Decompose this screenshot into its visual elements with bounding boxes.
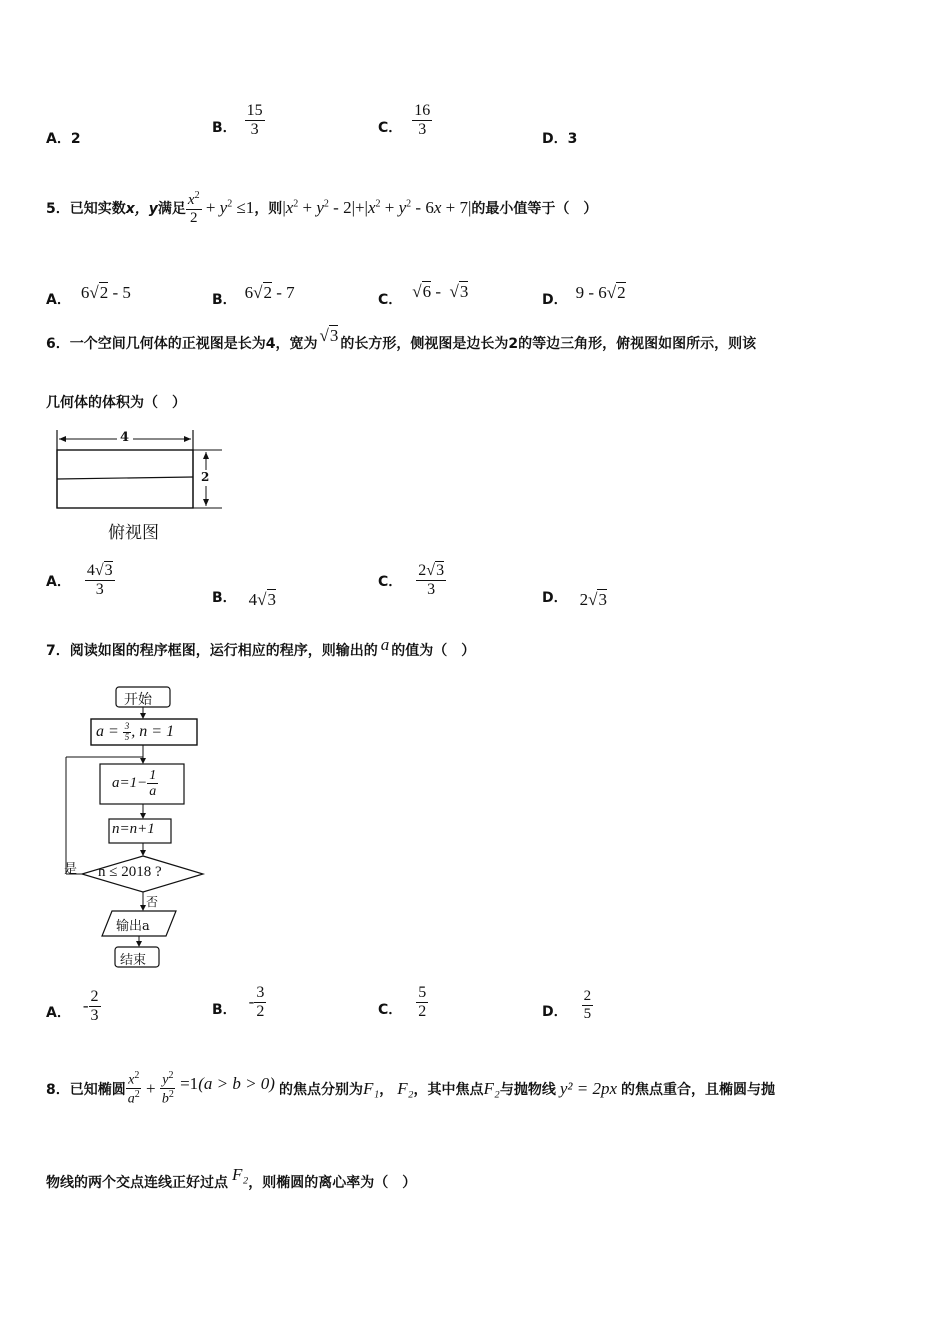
- fraction: $\frac{15}{3}$: [246, 102, 263, 138]
- figure-caption: 俯视图: [108, 523, 159, 543]
- ellipse-formula: $\frac{x^2}{a^2}$ + $\frac{y^2}{b^2}$ =1 (a > b > 0): [127, 1070, 275, 1107]
- option-value: 6√2 - 7: [244, 283, 295, 302]
- q6-stem-line2: 几何体的体积为（ ）: [46, 395, 186, 411]
- q6-stem-line1: 6．一个空间几何体的正视图是长为4，宽为 √3 的长方形，侧视图是边长为2的等边三角形，俯视图如图所示，则该: [46, 326, 757, 352]
- option-label: D．: [542, 1004, 568, 1020]
- option-label: C．: [378, 574, 403, 591]
- q5-stem: 5．已知实数 x，y 满足 $\frac{x^2}{2}$ + $y^2 \le 1$ ，则 $|x^2 + y^2 - 2|+|x^2 + y^2 - 6x + 7|$ 的最小值等于（ ）: [46, 190, 598, 226]
- flow-yes-label: 是: [64, 862, 78, 877]
- option-label: C．: [378, 1002, 403, 1019]
- q4-option-d: [542, 128, 577, 148]
- q4-option-c: [378, 102, 432, 138]
- q7-option-c: C． $\frac{5}{2}$: [378, 984, 427, 1020]
- option-value: 3: [567, 131, 578, 147]
- q6-option-a: A． $\frac{4√3}{3}$: [46, 562, 113, 598]
- objective-formula: $|x^2 + y^2 - 2|+|x^2 + y^2 - 6x + 7|$: [282, 198, 472, 217]
- option-value: 2: [70, 131, 81, 147]
- height-label: 2: [201, 470, 210, 484]
- flow-step2: n=n+1: [112, 821, 155, 837]
- option-value: √6 - √3: [412, 282, 469, 301]
- option-label: C．: [378, 292, 403, 308]
- option-label: D．: [542, 292, 568, 308]
- option-value: 4√3: [248, 590, 277, 609]
- top-view-figure: [50, 428, 230, 548]
- option-value: 6√2 - 5: [80, 283, 131, 302]
- q6-option-d: [542, 584, 607, 610]
- q4-option-b: [212, 102, 265, 138]
- width-label: 4: [120, 430, 130, 445]
- q6-option-b: [212, 584, 276, 610]
- option-label: D．: [542, 590, 568, 606]
- q7-option-a: A． - $\frac{2}{3}$: [46, 988, 99, 1024]
- q4-option-a: [46, 128, 81, 148]
- flowchart: [60, 684, 220, 974]
- q8-stem-line2: 物线的两个交点连线正好过点 F₂ ，则椭圆的离心率为（ ）: [46, 1165, 417, 1191]
- constraint-formula: $\frac{x^2}{2}$ + $y^2 \le 1$: [187, 190, 255, 226]
- option-label: A．: [46, 292, 71, 308]
- flow-end: 结束: [120, 953, 147, 968]
- q5-option-a: [46, 277, 131, 309]
- flow-output: 输出a: [116, 919, 150, 934]
- option-value: 2√3: [579, 590, 607, 609]
- option-label: B．: [212, 590, 237, 606]
- option-label: D．: [542, 131, 568, 147]
- q6-option-c: C． $\frac{2√3}{3}$: [378, 562, 445, 598]
- q7-stem: 7．阅读如图的程序框图，运行相应的程序，则输出的 a 的值为（ ）: [46, 635, 476, 659]
- option-label: C．: [378, 120, 403, 137]
- q5-option-b: [212, 277, 295, 309]
- q7-option-d: D． $\frac{2}{5}$: [542, 988, 592, 1022]
- option-label: B．: [212, 1002, 237, 1019]
- q7-option-b: B． - $\frac{3}{2}$: [212, 984, 265, 1020]
- flow-init: a = $\frac{3}{5}$ , n = 1: [96, 721, 175, 742]
- option-label: A．: [46, 131, 71, 147]
- option-label: B．: [212, 292, 237, 308]
- option-label: A．: [46, 1005, 71, 1022]
- q8-stem-line1: 8．已知椭圆 $\frac{x^2}{a^2}$ + $\frac{y^2}{b^2}$ =1 (a > b > 0) 的焦点分别为 F₁ ， F₂ ，其中焦点 F₂ 与抛物线 y² = 2px 的焦点重合，且椭圆与抛: [46, 1070, 776, 1107]
- fraction: $\frac{16}{3}$: [414, 102, 431, 138]
- flow-start: 开始: [124, 692, 152, 708]
- q5-option-d: [542, 277, 626, 309]
- option-label: A．: [46, 574, 71, 591]
- flow-step1: a=1− $\frac{1}{a}$: [112, 768, 157, 800]
- q5-option-c: [378, 275, 468, 309]
- flow-condition: n ≤ 2018 ?: [98, 864, 162, 880]
- option-value: 9 - 6√2: [575, 283, 626, 302]
- flow-no-label: 否: [146, 895, 159, 909]
- option-label: B．: [212, 120, 237, 137]
